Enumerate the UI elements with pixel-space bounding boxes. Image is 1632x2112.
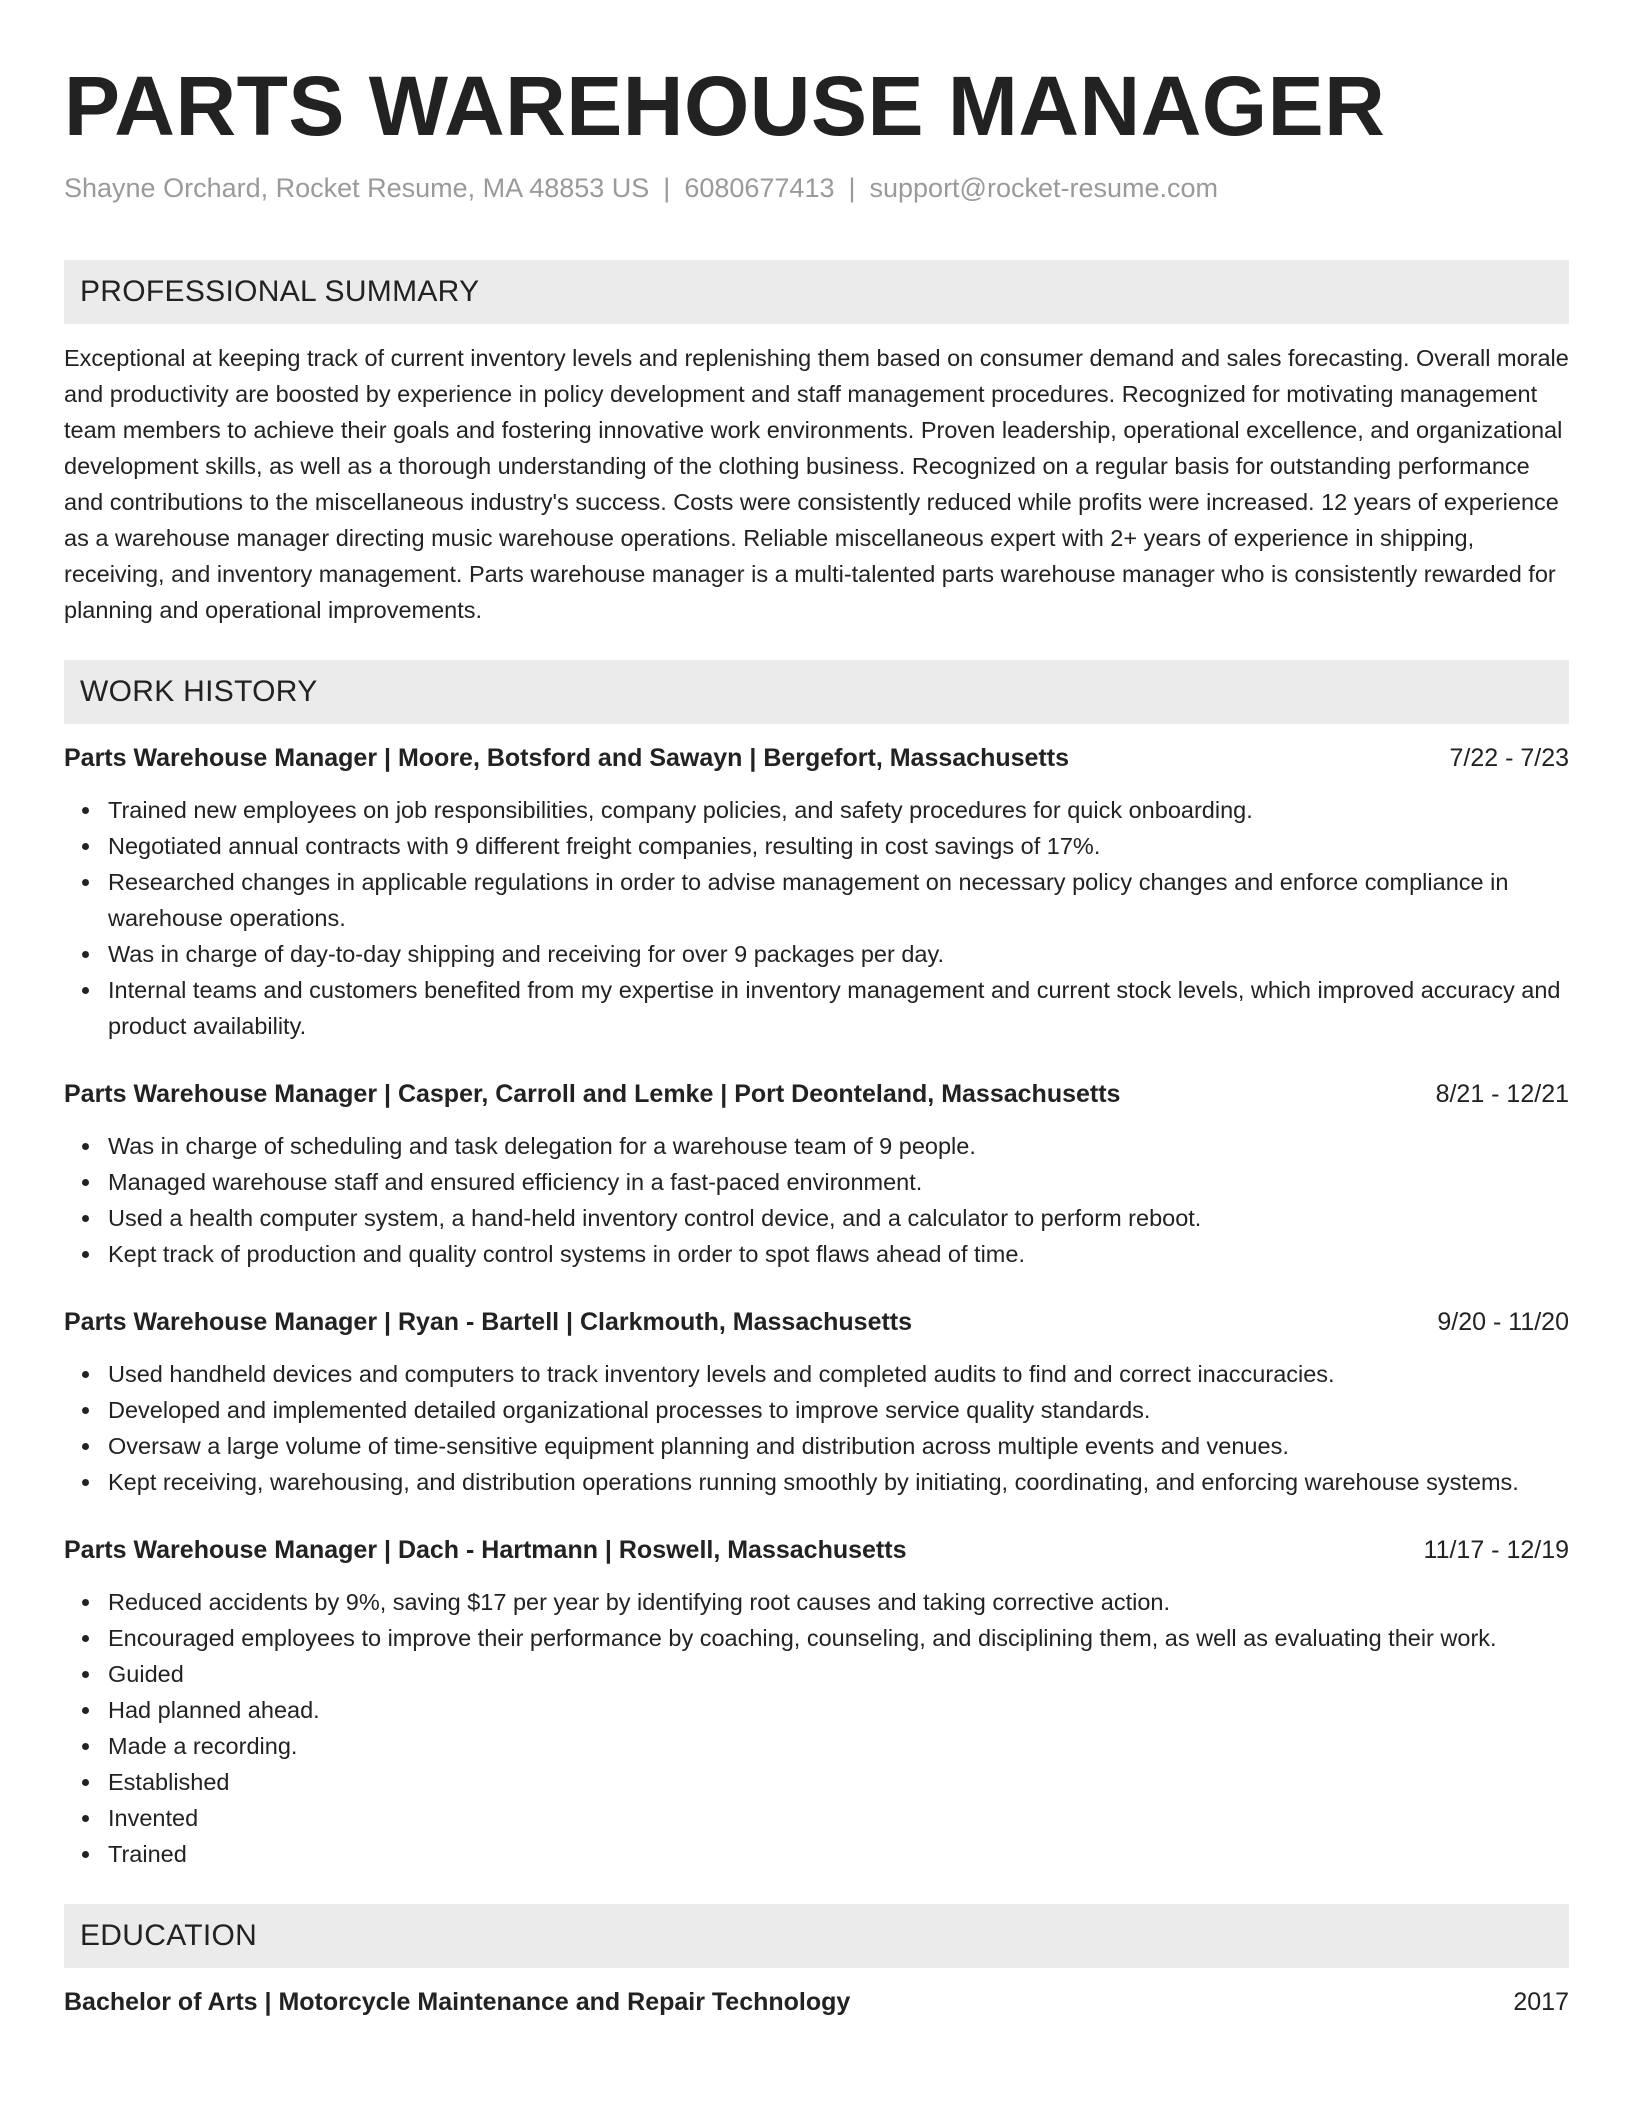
job-bullet: Had planned ahead. <box>108 1692 1569 1728</box>
job-entry <box>64 740 1569 1044</box>
contact-separator: | <box>848 173 856 203</box>
job-dates: 9/20 - 11/20 <box>1437 1308 1569 1336</box>
job-entry <box>64 1304 1569 1500</box>
education-year: 2017 <box>1513 1988 1569 2016</box>
job-bullet: Was in charge of day-to-day shipping and receiving for over 9 packages per day. <box>108 936 1569 972</box>
job-header <box>64 740 1569 776</box>
contact-line <box>64 168 1569 208</box>
contact-email: support@rocket-resume.com <box>869 173 1219 203</box>
job-bullet: Managed warehouse staff and ensured efficiency in a fast-paced environment. <box>108 1164 1569 1200</box>
contact-separator: | <box>663 173 671 203</box>
job-bullet: Internal teams and customers benefited from my expertise in inventory management and current stock levels, which improved accuracy and product availability. <box>108 972 1569 1044</box>
job-bullet: Made a recording. <box>108 1728 1569 1764</box>
job-bullet: Researched changes in applicable regulations in order to advise management on necessary policy changes and enforce compliance in warehouse operations. <box>108 864 1569 936</box>
job-bullet: Trained new employees on job responsibilities, company policies, and safety procedures for quick onboarding. <box>108 792 1569 828</box>
job-dates: 7/22 - 7/23 <box>1449 744 1569 772</box>
job-bullet: Kept track of production and quality control systems in order to spot flaws ahead of time. <box>108 1236 1569 1272</box>
job-title: Parts Warehouse Manager | Dach - Hartmann | Roswell, Massachusetts <box>64 1536 907 1564</box>
job-bullet: Invented <box>108 1800 1569 1836</box>
job-header <box>64 1532 1569 1568</box>
job-bullet: Used a health computer system, a hand-held inventory control device, and a calculator to perform reboot. <box>108 1200 1569 1236</box>
job-dates: 11/17 - 12/19 <box>1423 1536 1569 1564</box>
job-bullet: Guided <box>108 1656 1569 1692</box>
job-title: Parts Warehouse Manager | Casper, Carroll and Lemke | Port Deonteland, Massachusetts <box>64 1080 1121 1108</box>
job-title: Parts Warehouse Manager | Moore, Botsford and Sawayn | Bergefort, Massachusetts <box>64 744 1069 772</box>
job-header <box>64 1076 1569 1112</box>
job-bullet-list <box>64 792 1569 1044</box>
job-bullet: Negotiated annual contracts with 9 different freight companies, resulting in cost savings of 17%. <box>108 828 1569 864</box>
job-bullet: Developed and implemented detailed organizational processes to improve service quality standards. <box>108 1392 1569 1428</box>
job-bullet: Reduced accidents by 9%, saving $17 per year by identifying root causes and taking corrective action. <box>108 1584 1569 1620</box>
job-bullet-list <box>64 1128 1569 1272</box>
education-degree: Bachelor of Arts | Motorcycle Maintenance and Repair Technology <box>64 1988 851 2016</box>
resume-title: PARTS WAREHOUSE MANAGER <box>64 59 1386 153</box>
work-history-heading: WORK HISTORY <box>64 660 1569 724</box>
job-entry <box>64 1076 1569 1272</box>
job-dates: 8/21 - 12/21 <box>1435 1080 1569 1108</box>
job-bullet: Established <box>108 1764 1569 1800</box>
job-bullet: Encouraged employees to improve their performance by coaching, counseling, and disciplining them, as well as evaluating their work. <box>108 1620 1569 1656</box>
education-entry <box>64 1984 1569 2020</box>
education-heading: EDUCATION <box>64 1904 1569 1968</box>
job-bullet: Used handheld devices and computers to track inventory levels and completed audits to find and correct inaccuracies. <box>108 1356 1569 1392</box>
job-header <box>64 1304 1569 1340</box>
job-bullet: Trained <box>108 1836 1569 1872</box>
summary-text: Exceptional at keeping track of current inventory levels and replenishing them based on consumer demand and sales forecasting. Overall morale and productivity are boosted by experience in policy development and staff management procedures. Recognized for motivating management team members to achieve their goals and fostering innovative work environments. Proven leadership, operational excellence, and organizational development skills, as well as a thorough understanding of the clothing business. Recognized on a regular basis for outstanding performance and contributions to the miscellaneous industry's success. Costs were consistently reduced while profits were increased. 12 years of experience as a warehouse manager directing music warehouse operations. Reliable miscellaneous expert with 2+ years of experience in shipping, receiving, and inventory management. Parts warehouse manager is a multi-talented parts warehouse manager who is consistently rewarded for planning and operational improvements. <box>64 345 1569 623</box>
contact-address: Shayne Orchard, Rocket Resume, MA 48853 US <box>64 173 650 203</box>
contact-phone: 6080677413 <box>684 173 835 203</box>
job-bullet-list <box>64 1584 1569 1872</box>
summary-heading: PROFESSIONAL SUMMARY <box>64 260 1569 324</box>
job-title: Parts Warehouse Manager | Ryan - Bartell | Clarkmouth, Massachusetts <box>64 1308 913 1336</box>
job-bullet: Kept receiving, warehousing, and distribution operations running smoothly by initiating, coordinating, and enforcing warehouse systems. <box>108 1464 1569 1500</box>
job-bullet-list <box>64 1356 1569 1500</box>
job-bullet: Oversaw a large volume of time-sensitive equipment planning and distribution across multiple events and venues. <box>108 1428 1569 1464</box>
job-bullet: Was in charge of scheduling and task delegation for a warehouse team of 9 people. <box>108 1128 1569 1164</box>
job-entry <box>64 1532 1569 1872</box>
